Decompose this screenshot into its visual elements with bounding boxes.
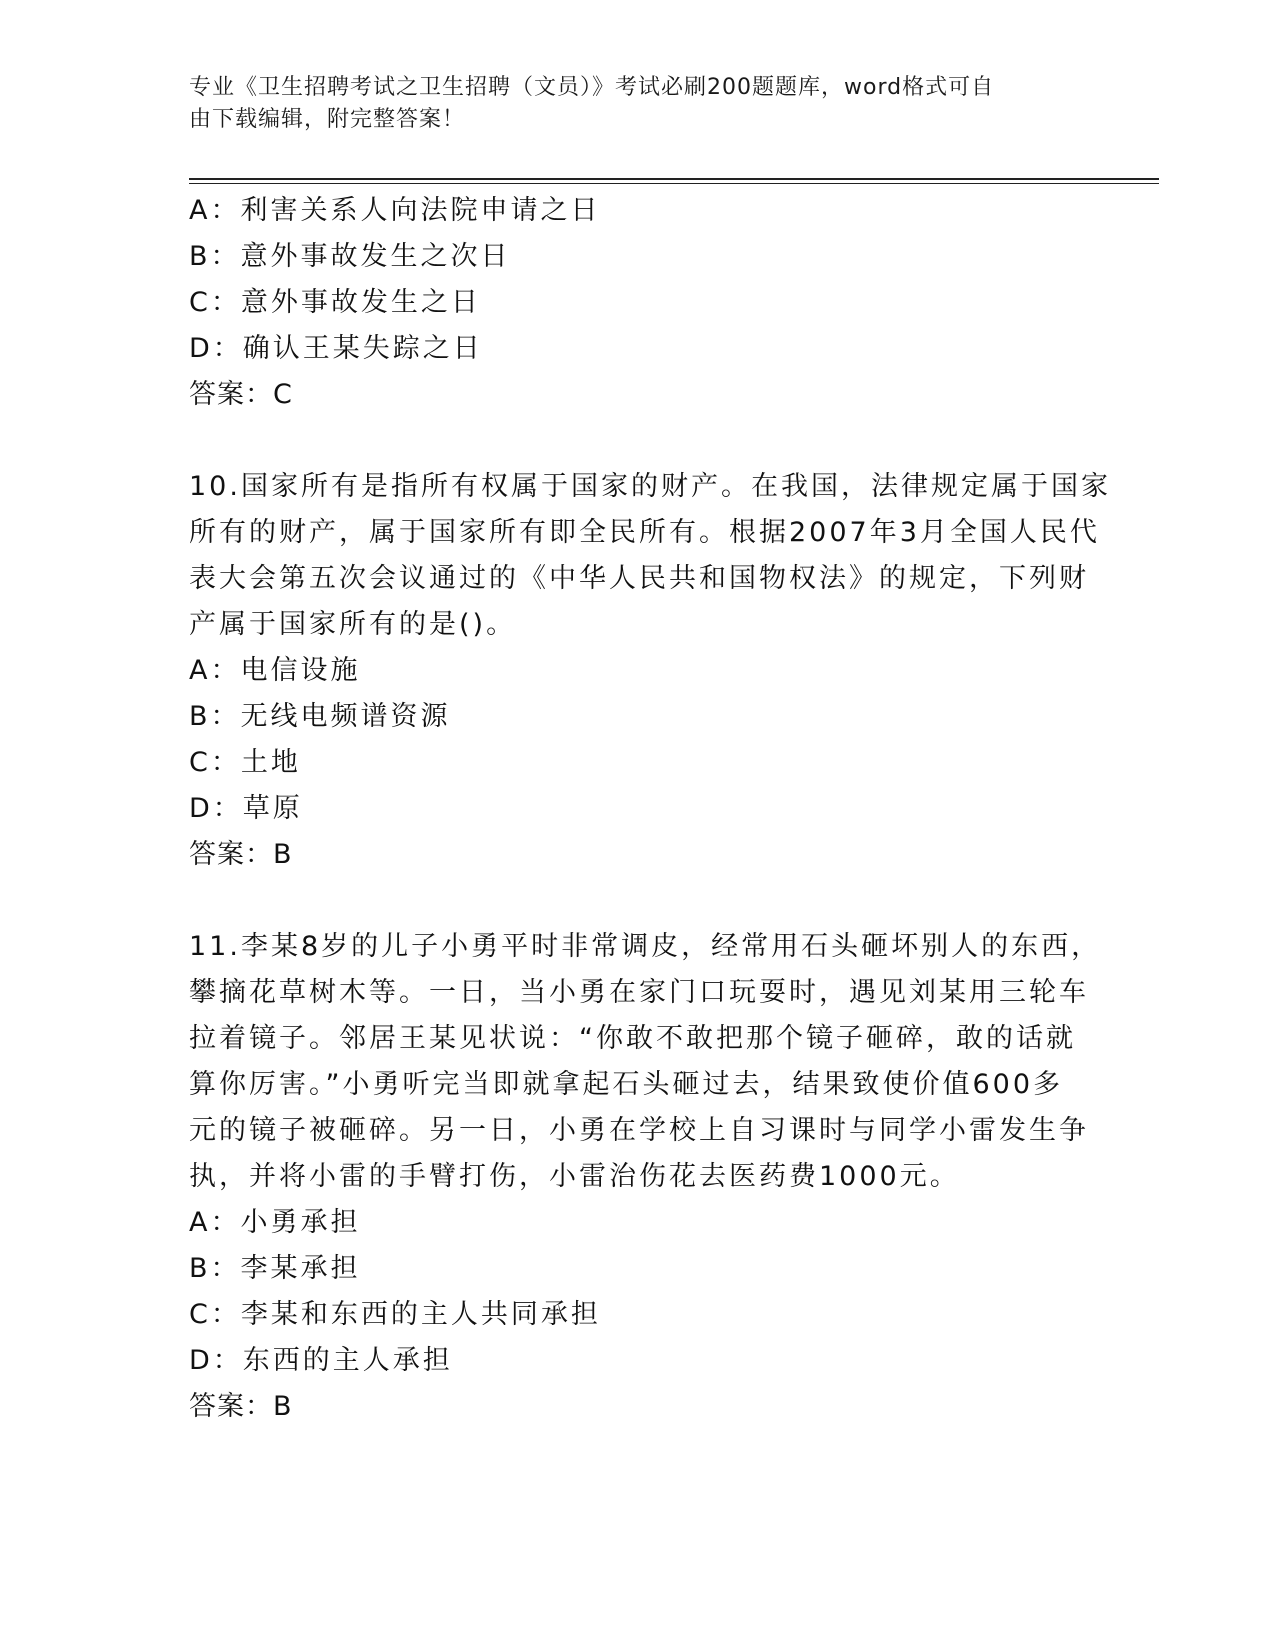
option-key: B： — [189, 701, 241, 732]
option-text: 无线电频谱资源 — [240, 701, 451, 732]
question-9-options — [189, 188, 1099, 372]
option-key: A： — [189, 195, 241, 226]
option-b — [189, 694, 1099, 740]
option-key: A： — [189, 1207, 241, 1238]
question-11-line-3: 拉着镜子。邻居王某见状说：“你敢不敢把那个镜子砸碎，敢的话就 — [189, 1023, 1076, 1054]
question-10-stem — [189, 464, 1111, 648]
option-d — [189, 1338, 1099, 1384]
option-key: C： — [189, 1299, 241, 1330]
option-text: 小勇承担 — [240, 1207, 361, 1238]
question-10-line-2: 所有的财产，属于国家所有即全民所有。根据2007年3月全国人民代 — [189, 517, 1100, 548]
option-key: C： — [189, 747, 241, 778]
spacer — [189, 878, 1099, 924]
option-a — [189, 648, 1099, 694]
option-a — [189, 1200, 1099, 1246]
option-c — [189, 740, 1099, 786]
question-11-line-1: 11.李某8岁的儿子小勇平时非常调皮，经常用石头砸坏别人的东西， — [189, 931, 1102, 962]
question-10-options — [189, 648, 1099, 832]
question-10-line-1: 10.国家所有是指所有权属于国家的财产。在我国，法律规定属于国家 — [189, 471, 1111, 502]
option-key: B： — [189, 1253, 241, 1284]
option-a — [189, 188, 1099, 234]
option-text: 土地 — [240, 747, 301, 778]
option-text: 意外事故发生之日 — [240, 287, 481, 318]
question-11-line-5: 元的镜子被砸碎。另一日，小勇在学校上自习课时与同学小雷发生争 — [189, 1115, 1089, 1146]
question-9-answer: 答案：C — [189, 379, 293, 410]
header-line-2: 由下载编辑，附完整答案！ — [189, 107, 466, 132]
option-key: D： — [189, 1345, 243, 1376]
option-text: 意外事故发生之次日 — [240, 241, 511, 272]
option-b — [189, 234, 1099, 280]
document-header — [189, 72, 1069, 136]
question-11-options — [189, 1200, 1099, 1384]
question-11-answer: 答案：B — [189, 1391, 293, 1422]
question-11-line-4: 算你厉害。”小勇听完当即就拿起石头砸过去，结果致使价值600多 — [189, 1069, 1064, 1100]
question-11-stem — [189, 924, 1102, 1200]
header-line-1: 专业《卫生招聘考试之卫生招聘（文员）》考试必刷200题题库，word格式可自 — [189, 75, 995, 100]
question-11-line-6: 执，并将小雷的手臂打伤，小雷治伤花去医药费1000元。 — [189, 1161, 960, 1192]
question-content — [189, 188, 1111, 1430]
option-key: B： — [189, 241, 241, 272]
option-text: 东西的主人承担 — [242, 1345, 453, 1376]
option-text: 电信设施 — [240, 655, 361, 686]
question-10-answer: 答案：B — [189, 839, 293, 870]
option-c — [189, 1292, 1099, 1338]
option-text: 确认王某失踪之日 — [242, 333, 483, 364]
question-10-line-3: 表大会第五次会议通过的《中华人民共和国物权法》的规定，下列财 — [189, 563, 1089, 594]
option-text: 李某承担 — [240, 1253, 361, 1284]
option-text: 利害关系人向法院申请之日 — [240, 195, 601, 226]
option-key: D： — [189, 333, 243, 364]
option-c — [189, 280, 1099, 326]
option-d — [189, 786, 1099, 832]
question-11-line-2: 攀摘花草树木等。一日，当小勇在家门口玩耍时，遇见刘某用三轮车 — [189, 977, 1089, 1008]
question-10-line-4: 产属于国家所有的是()。 — [189, 609, 517, 640]
option-key: C： — [189, 287, 241, 318]
option-key: D： — [189, 793, 243, 824]
header-divider-thin — [189, 183, 1159, 184]
option-b — [189, 1246, 1099, 1292]
spacer — [189, 418, 1099, 464]
option-key: A： — [189, 655, 241, 686]
option-text: 李某和东西的主人共同承担 — [240, 1299, 601, 1330]
option-d — [189, 326, 1099, 372]
header-divider-thick — [189, 178, 1159, 180]
option-text: 草原 — [242, 793, 303, 824]
